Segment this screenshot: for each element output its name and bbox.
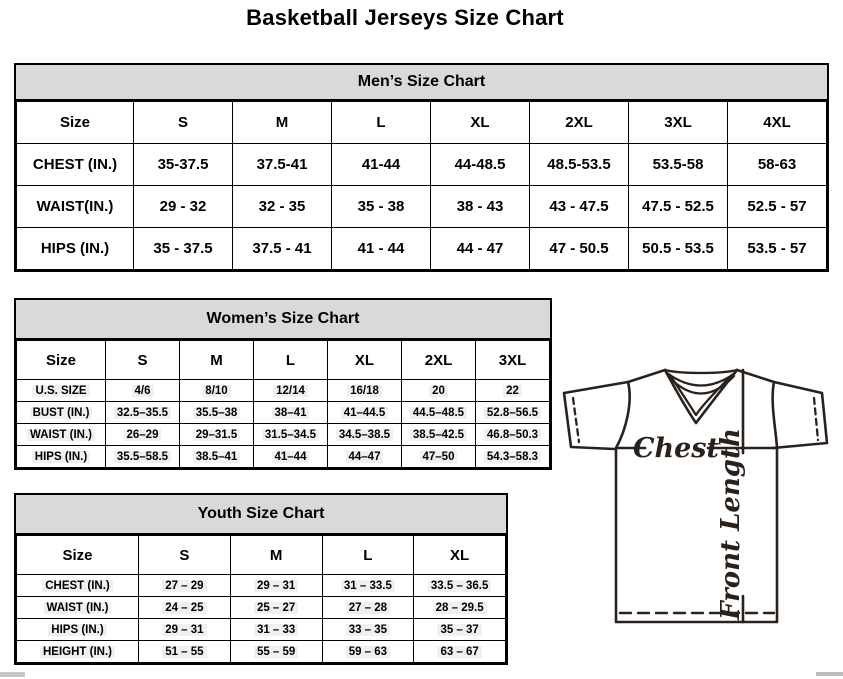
measurement-row-label [17, 575, 139, 597]
jersey-sleeve-stitch-left [573, 398, 579, 442]
horizontal-scrollbar-fragment-right[interactable] [816, 672, 843, 676]
measurement-cell [332, 144, 431, 186]
measurement-cell [106, 380, 180, 402]
measurement-cell-text: 38.5–41 [193, 451, 241, 463]
size-column-header [328, 341, 402, 380]
measurement-row-label-text: WAIST (IN.) [27, 429, 95, 441]
size-column-header [629, 102, 728, 144]
size-column-header [254, 341, 328, 380]
measurement-cell-text: 35 - 38 [357, 198, 405, 215]
size-column-header [106, 341, 180, 380]
measurement-cell-text: 26–29 [124, 429, 162, 441]
measurement-row-label-text: HIPS (IN.) [48, 624, 106, 636]
size-header-row [17, 341, 550, 380]
measurement-cell-text: 29–31.5 [193, 429, 241, 441]
measurement-cell-text: 41 - 44 [357, 240, 405, 257]
size-column-header-text: M [210, 351, 223, 369]
measurement-cell [414, 641, 506, 663]
measurement-cell-text: 31.5–34.5 [262, 429, 319, 441]
measurement-cell-text: 31 – 33 [254, 624, 298, 636]
measurement-cell-text: 53.5-58 [652, 156, 704, 173]
measurement-cell-text: 54.3–58.3 [484, 451, 541, 463]
measurement-cell [328, 446, 402, 468]
measurement-cell [106, 424, 180, 446]
size-column-header [139, 536, 231, 575]
measurement-cell [431, 228, 530, 270]
mens-size-table [16, 101, 827, 270]
measurement-cell-text: 43 - 47.5 [549, 198, 609, 215]
measurement-row-label [17, 446, 106, 468]
measurement-cell [328, 402, 402, 424]
measurement-cell [254, 402, 328, 424]
size-column-header-text: M [269, 546, 283, 564]
mens-chart-header: Men’s Size Chart [16, 65, 827, 101]
measurement-cell [530, 228, 629, 270]
size-column-header [431, 102, 530, 144]
measurement-cell [180, 424, 254, 446]
measurement-cell [139, 641, 231, 663]
measurement-cell [230, 641, 322, 663]
size-column-header-text: 4XL [763, 114, 791, 131]
womens-size-chart [14, 298, 552, 470]
measurement-cell-text: 22 [503, 385, 522, 397]
measurement-cell-text: 38.5–42.5 [410, 429, 467, 441]
measurement-cell-text: 48.5-53.5 [547, 156, 611, 173]
measurement-cell-text: 52.5 - 57 [747, 198, 807, 215]
measurement-cell [230, 597, 322, 619]
measurement-cell [476, 446, 550, 468]
youth-size-chart [14, 493, 508, 665]
measurement-row-label-text: HEIGHT (IN.) [40, 646, 115, 658]
measurement-cell [233, 144, 332, 186]
measurement-row-label [17, 619, 139, 641]
measurement-row-label [17, 597, 139, 619]
size-header-row [17, 102, 827, 144]
chest-label: Chest [633, 433, 719, 464]
size-header-row [17, 536, 506, 575]
measurement-cell-text: 47 - 50.5 [549, 240, 609, 257]
size-column-header [322, 536, 414, 575]
measurement-cell [322, 597, 414, 619]
size-column-header [180, 341, 254, 380]
measurement-cell [134, 186, 233, 228]
size-column-header-text: 2XL [424, 351, 453, 369]
size-column-header [332, 102, 431, 144]
measurement-row-label-text: BUST (IN.) [30, 407, 93, 419]
jersey-sleeve-right [773, 382, 827, 448]
measurement-cell [332, 186, 431, 228]
measurement-row-label-text: CHEST (IN.) [32, 156, 118, 173]
measurement-cell-text: 47.5 - 52.5 [642, 198, 714, 215]
measurement-cell-text: 46.8–50.3 [484, 429, 541, 441]
measurement-cell [254, 446, 328, 468]
measurement-cell-text: 37.5 - 41 [252, 240, 312, 257]
measurement-cell-text: 33 – 35 [346, 624, 390, 636]
measurement-cell [728, 186, 827, 228]
womens-chart-header: Women’s Size Chart [16, 300, 550, 340]
measurement-row-label-text: WAIST(IN.) [36, 198, 114, 215]
measurement-cell-text: 27 – 28 [346, 602, 390, 614]
size-column-header-text: 3XL [498, 351, 527, 369]
jersey-armhole-left [616, 382, 630, 448]
measurement-cell-text: 8/10 [202, 385, 230, 397]
measurement-cell-text: 31 – 33.5 [341, 580, 395, 592]
size-column-header [476, 341, 550, 380]
measurement-row [17, 641, 506, 663]
measurement-row [17, 446, 550, 468]
measurement-cell [134, 144, 233, 186]
front-length-label: Front Length [716, 428, 746, 620]
size-column-label-text: Size [45, 351, 76, 369]
measurement-cell [139, 619, 231, 641]
size-column-header-text: S [137, 351, 148, 369]
womens-size-table [16, 340, 550, 468]
measurement-cell [254, 380, 328, 402]
youth-chart-header: Youth Size Chart [16, 495, 506, 535]
measurement-cell-text: 20 [429, 385, 448, 397]
measurement-cell [402, 402, 476, 424]
jersey-diagram [556, 360, 843, 670]
measurement-cell [414, 597, 506, 619]
measurement-row-label [17, 186, 134, 228]
measurement-cell-text: 32 - 35 [258, 198, 306, 215]
measurement-cell-text: 24 – 25 [162, 602, 206, 614]
measurement-cell-text: 41–44.5 [341, 407, 389, 419]
measurement-cell [728, 228, 827, 270]
measurement-cell [134, 228, 233, 270]
measurement-cell-text: 35 - 37.5 [153, 240, 213, 257]
measurement-cell-text: 27 – 29 [162, 580, 206, 592]
measurement-cell-text: 44 - 47 [456, 240, 504, 257]
size-column-header-text: XL [450, 546, 470, 564]
size-column-header [530, 102, 629, 144]
measurement-cell [230, 619, 322, 641]
measurement-cell-text: 55 – 59 [254, 646, 298, 658]
size-column-header-text: S [177, 114, 188, 131]
measurement-row-label [17, 144, 134, 186]
measurement-cell [402, 424, 476, 446]
measurement-cell-text: 58-63 [757, 156, 797, 173]
size-column-label-text: Size [62, 546, 93, 564]
measurement-cell [414, 575, 506, 597]
jersey-collar-top [665, 370, 737, 373]
measurement-cell [431, 144, 530, 186]
measurement-cell [402, 380, 476, 402]
measurement-cell-text: 51 – 55 [162, 646, 206, 658]
jersey-shoulder-left [628, 370, 665, 382]
measurement-cell [414, 619, 506, 641]
mens-size-chart [14, 63, 829, 272]
measurement-cell-text: 38 - 43 [456, 198, 504, 215]
measurement-cell-text: 44-48.5 [454, 156, 506, 173]
measurement-cell-text: 34.5–38.5 [336, 429, 393, 441]
measurement-row-label [17, 380, 106, 402]
measurement-row-label [17, 228, 134, 270]
horizontal-scrollbar-fragment-left[interactable] [0, 672, 25, 677]
measurement-cell [139, 597, 231, 619]
measurement-cell-text: 12/14 [273, 385, 308, 397]
measurement-row-label-text: WAIST (IN.) [44, 602, 112, 614]
measurement-row [17, 597, 506, 619]
measurement-row [17, 380, 550, 402]
measurement-row-label-text: CHEST (IN.) [42, 580, 113, 592]
measurement-cell [230, 575, 322, 597]
measurement-cell-text: 35-37.5 [157, 156, 209, 173]
measurement-cell [629, 186, 728, 228]
size-column-label-text: Size [59, 114, 90, 131]
measurement-cell-text: 35 – 37 [437, 624, 481, 636]
size-column-header-text: L [376, 114, 386, 131]
measurement-cell [328, 380, 402, 402]
measurement-cell [254, 424, 328, 446]
measurement-cell [629, 228, 728, 270]
measurement-cell [332, 228, 431, 270]
measurement-cell-text: 25 – 27 [254, 602, 298, 614]
measurement-cell [431, 186, 530, 228]
measurement-cell-text: 41-44 [361, 156, 401, 173]
size-column-header-text: M [275, 114, 289, 131]
measurement-row [17, 402, 550, 424]
size-column-header-text: 3XL [664, 114, 692, 131]
measurement-cell-text: 63 – 67 [437, 646, 481, 658]
measurement-cell-text: 4/6 [132, 385, 154, 397]
measurement-row [17, 228, 827, 270]
size-column-header [134, 102, 233, 144]
size-column-header [233, 102, 332, 144]
youth-size-table [16, 535, 506, 663]
page-title: Basketball Jerseys Size Chart [246, 5, 564, 30]
measurement-cell-text: 41–44 [272, 451, 310, 463]
measurement-row-label-text: U.S. SIZE [32, 385, 89, 397]
measurement-cell-text: 28 – 29.5 [433, 602, 487, 614]
measurement-cell [233, 186, 332, 228]
measurement-row-label-text: HIPS (IN.) [32, 451, 90, 463]
size-column-header [230, 536, 322, 575]
measurement-cell-text: 44.5–48.5 [410, 407, 467, 419]
measurement-row [17, 144, 827, 186]
measurement-row [17, 424, 550, 446]
measurement-cell-text: 52.8–56.5 [484, 407, 541, 419]
measurement-cell-text: 32.5–35.5 [114, 407, 171, 419]
measurement-cell [476, 402, 550, 424]
measurement-row-label [17, 402, 106, 424]
measurement-cell [180, 380, 254, 402]
size-column-header-text: S [179, 546, 190, 564]
measurement-cell [328, 424, 402, 446]
measurement-cell-text: 50.5 - 53.5 [642, 240, 714, 257]
measurement-row-label-text: HIPS (IN.) [40, 240, 110, 257]
measurement-cell [476, 380, 550, 402]
measurement-row [17, 186, 827, 228]
jersey-armhole-right [773, 382, 777, 448]
size-column-label [17, 102, 134, 144]
measurement-cell-text: 44–47 [346, 451, 384, 463]
measurement-cell [233, 228, 332, 270]
measurement-cell [476, 424, 550, 446]
measurement-row [17, 575, 506, 597]
size-column-label [17, 341, 106, 380]
measurement-cell-text: 53.5 - 57 [747, 240, 807, 257]
measurement-cell-text: 38–41 [272, 407, 310, 419]
measurement-cell-text: 37.5-41 [256, 156, 308, 173]
measurement-cell [322, 575, 414, 597]
size-column-header [728, 102, 827, 144]
measurement-cell-text: 35.5–58.5 [114, 451, 171, 463]
measurement-cell [402, 446, 476, 468]
measurement-cell [322, 619, 414, 641]
size-column-header [414, 536, 506, 575]
size-column-header-text: 2XL [565, 114, 593, 131]
measurement-cell-text: 29 – 31 [162, 624, 206, 636]
measurement-cell-text: 29 - 32 [159, 198, 207, 215]
measurement-row-label [17, 424, 106, 446]
measurement-row-label [17, 641, 139, 663]
measurement-cell [530, 144, 629, 186]
measurement-row [17, 619, 506, 641]
size-column-label [17, 536, 139, 575]
measurement-cell [322, 641, 414, 663]
measurement-cell-text: 16/18 [347, 385, 382, 397]
measurement-cell-text: 47–50 [420, 451, 458, 463]
size-column-header [402, 341, 476, 380]
measurement-cell [728, 144, 827, 186]
measurement-cell-text: 29 – 31 [254, 580, 298, 592]
size-column-header-text: XL [354, 351, 375, 369]
measurement-cell [180, 402, 254, 424]
size-column-header-text: L [285, 351, 296, 369]
jersey-torso [616, 448, 777, 622]
measurement-cell-text: 35.5–38 [193, 407, 241, 419]
measurement-cell [530, 186, 629, 228]
measurement-cell [106, 402, 180, 424]
measurement-cell [139, 575, 231, 597]
size-column-header-text: L [363, 546, 373, 564]
jersey-sleeve-left [564, 382, 628, 449]
measurement-cell [106, 446, 180, 468]
measurement-cell-text: 33.5 – 36.5 [428, 580, 492, 592]
measurement-cell [180, 446, 254, 468]
measurement-cell [629, 144, 728, 186]
size-column-header-text: XL [470, 114, 490, 131]
measurement-cell-text: 59 – 63 [346, 646, 390, 658]
jersey-sleeve-stitch-right [814, 398, 818, 440]
